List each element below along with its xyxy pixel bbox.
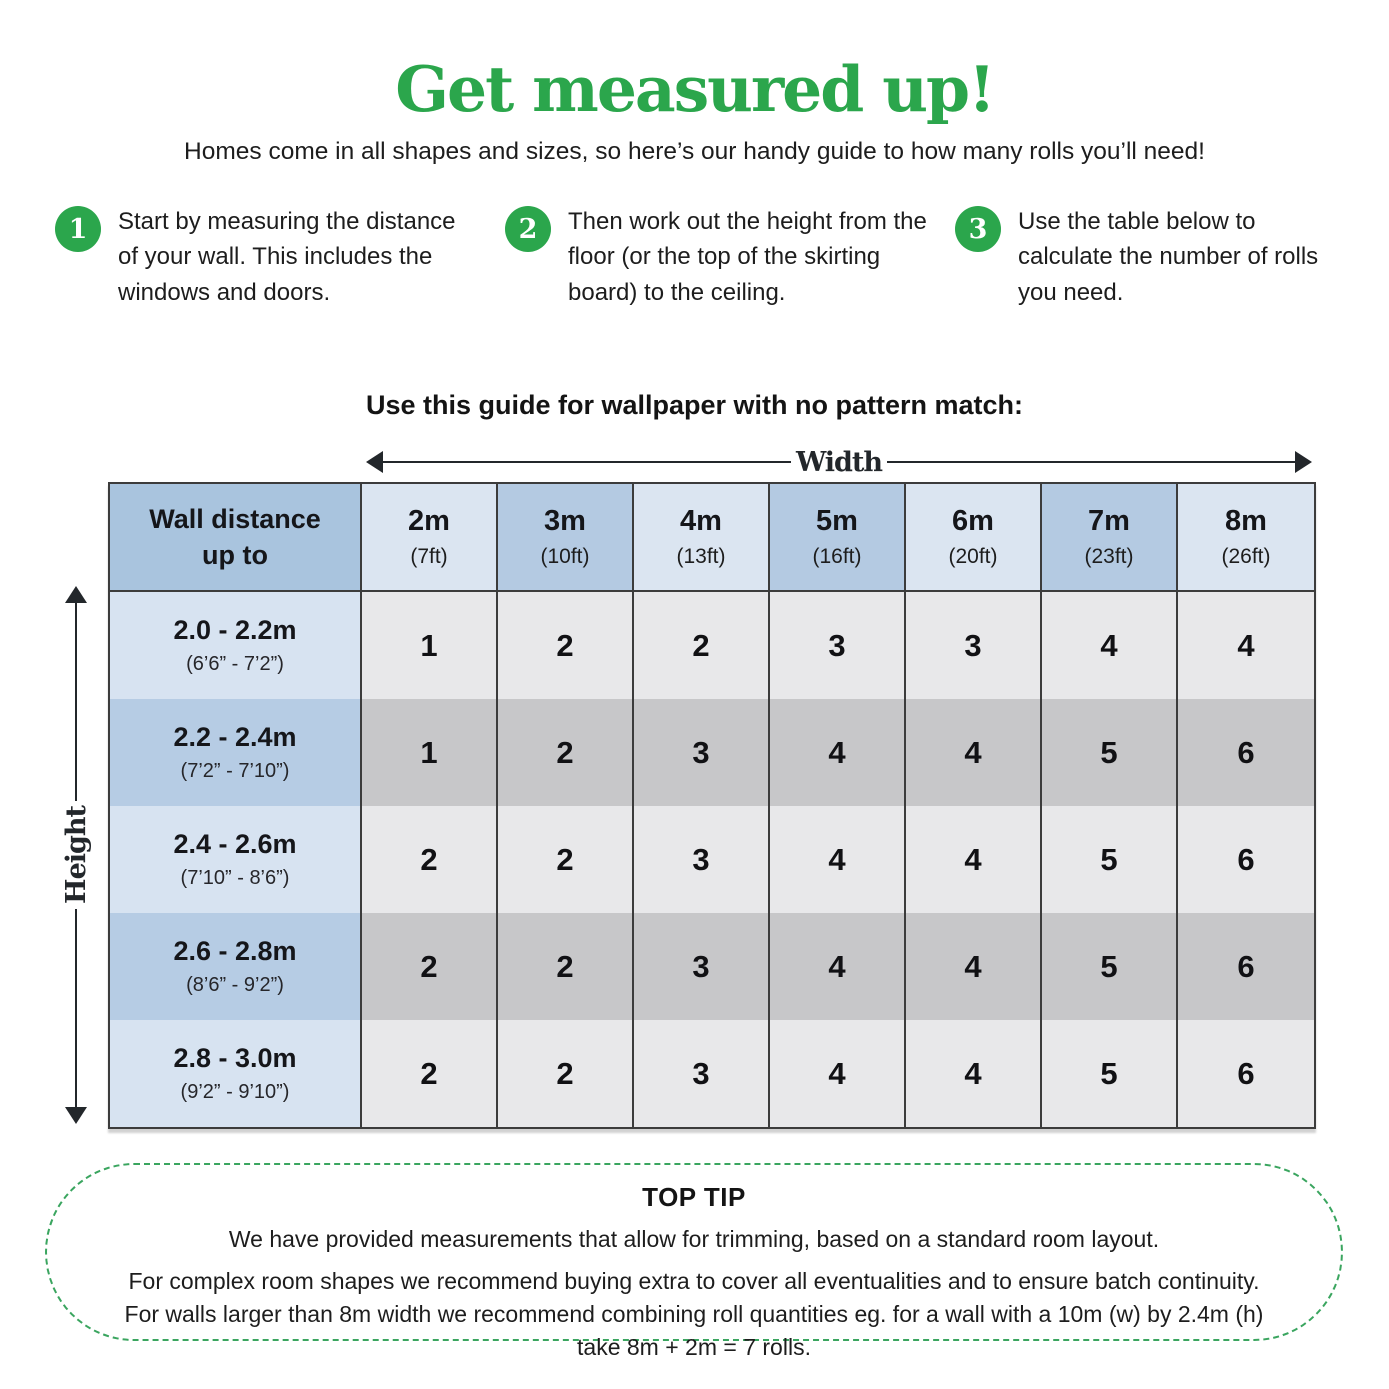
- arrow-line: [383, 461, 791, 463]
- arrow-line: [75, 909, 77, 1107]
- page-subtitle: Homes come in all shapes and sizes, so here’s our handy guide to how many rolls you’ll need!: [184, 138, 1205, 165]
- column-header-7m: 7m (23ft): [1042, 484, 1178, 592]
- table-cell: 2: [362, 913, 498, 1020]
- table-cell: 6: [1178, 913, 1314, 1020]
- row-header: 2.6 - 2.8m (8’6” - 9’2”): [110, 913, 362, 1020]
- step-number-badge-2: 2: [505, 206, 551, 252]
- table-cell: 2: [498, 1020, 634, 1127]
- step-item-1: [55, 204, 505, 310]
- table-cell: 3: [634, 806, 770, 913]
- step-number-badge-3: 3: [955, 206, 1001, 252]
- table-cell: 2: [362, 806, 498, 913]
- arrow-line: [887, 461, 1295, 463]
- table-cell: 4: [770, 913, 906, 1020]
- table-cell: 3: [634, 1020, 770, 1127]
- table-cell: 3: [770, 592, 906, 699]
- top-tip-line2: For complex room shapes we recommend buying extra to cover all eventualities and to ensure batch continuity. For walls larger than 8m width we recommend combining roll quantities eg. for a wall with a 10m (w) by 2.4m (h) take 8m + 2m = 7 rolls.: [124, 1268, 1264, 1360]
- column-header-6m: 6m (20ft): [906, 484, 1042, 592]
- table-cell: 6: [1178, 806, 1314, 913]
- guide-heading: Use this guide for wallpaper with no pattern match:: [365, 390, 1024, 420]
- table-cell: 2: [362, 1020, 498, 1127]
- table-cell: 4: [906, 699, 1042, 806]
- table-cell: 2: [498, 913, 634, 1020]
- height-axis-arrow: [60, 586, 92, 1124]
- top-tip-box: [45, 1163, 1343, 1360]
- table-cell: 1: [362, 592, 498, 699]
- table-cell: 5: [1042, 1020, 1178, 1127]
- column-header-2m: 2m (7ft): [362, 484, 498, 592]
- steps-row: [55, 204, 1355, 310]
- width-axis-arrow: [366, 446, 1312, 478]
- table-cell: 4: [770, 1020, 906, 1127]
- table-cell: 5: [1042, 806, 1178, 913]
- width-axis-label: Width: [795, 446, 883, 478]
- arrowhead-down-icon: [65, 1107, 87, 1124]
- arrowhead-left-icon: [366, 451, 383, 473]
- table-cell: 6: [1178, 699, 1314, 806]
- top-tip-line1: We have provided measurements that allow for trimming, based on a standard room layout.: [228, 1226, 1160, 1252]
- table-cell: 2: [498, 699, 634, 806]
- table-cell: 4: [906, 1020, 1042, 1127]
- row-header: 2.2 - 2.4m (7’2” - 7’10”): [110, 699, 362, 806]
- table-cell: 3: [634, 913, 770, 1020]
- table-cell: 4: [1178, 592, 1314, 699]
- rolls-table: [108, 482, 1316, 1129]
- table-cell: 2: [498, 592, 634, 699]
- column-header-4m: 4m (13ft): [634, 484, 770, 592]
- row-header: 2.0 - 2.2m (6’6” - 7’2”): [110, 592, 362, 699]
- table-cell: 4: [770, 806, 906, 913]
- table-cell: 2: [498, 806, 634, 913]
- column-header-3m: 3m (10ft): [498, 484, 634, 592]
- table-cell: 5: [1042, 699, 1178, 806]
- step-text-2: Then work out the height from the floor (or the top of the skirting board) to the ceiling.: [568, 208, 927, 306]
- table-cell: 2: [634, 592, 770, 699]
- arrowhead-right-icon: [1295, 451, 1312, 473]
- table-cell: 3: [634, 699, 770, 806]
- row-header: 2.4 - 2.6m (7’10” - 8’6”): [110, 806, 362, 913]
- step-item-3: [955, 204, 1355, 310]
- table-cell: 1: [362, 699, 498, 806]
- table-cell: 6: [1178, 1020, 1314, 1127]
- page-title: Get measured up!: [395, 52, 994, 126]
- arrow-line: [75, 603, 77, 801]
- height-axis-label: Height: [60, 806, 92, 904]
- step-text-3: Use the table below to calculate the number of rolls you need.: [1018, 208, 1319, 306]
- step-text-1: Start by measuring the distance of your wall. This includes the windows and doors.: [118, 208, 456, 306]
- table-cell: 4: [770, 699, 906, 806]
- step-item-2: [505, 204, 955, 310]
- table-cell: 4: [906, 806, 1042, 913]
- table-cell: 4: [906, 913, 1042, 1020]
- column-header-8m: 8m (26ft): [1178, 484, 1314, 592]
- table-cell: 5: [1042, 913, 1178, 1020]
- step-number-badge-1: 1: [55, 206, 101, 252]
- top-tip-title: TOP TIP: [642, 1182, 746, 1212]
- table-corner-header: Wall distance up to: [110, 484, 362, 592]
- table-cell: 4: [1042, 592, 1178, 699]
- column-header-5m: 5m (16ft): [770, 484, 906, 592]
- table-cell: 3: [906, 592, 1042, 699]
- arrowhead-up-icon: [65, 586, 87, 603]
- row-header: 2.8 - 3.0m (9’2” - 9’10”): [110, 1020, 362, 1127]
